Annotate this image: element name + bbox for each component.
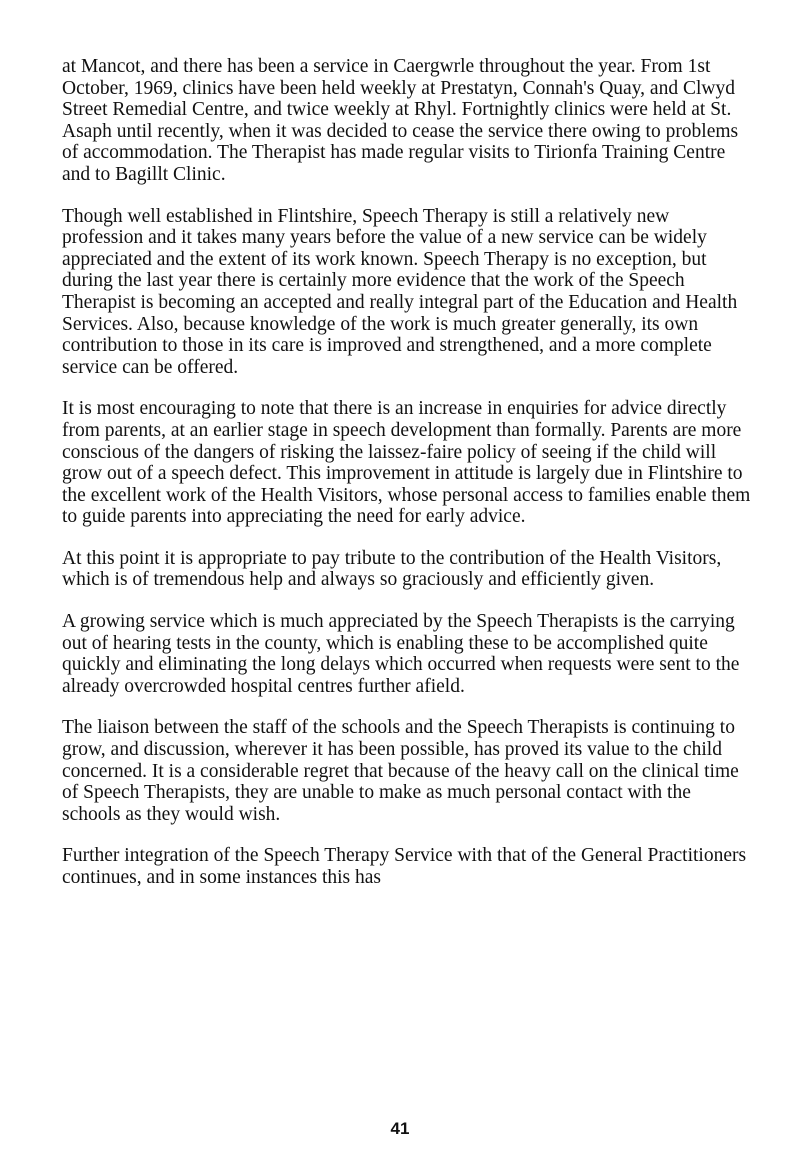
page-number: 41 — [390, 1119, 410, 1138]
paragraph-general-practitioners: Further integration of the Speech Therapy Service with that of the General Practitioners continues, and in some instances this has — [62, 845, 747, 888]
paragraph-schools-liaison: The liaison between the staff of the schools and the Speech Therapists is continuing to grow, and discussion, wherever it has been possible, has proved its value to the child concerned. It is a considerable regret that because of the heavy call on the clinical time of Speech Therapists, they are unable to make as much personal contact with the schools as they would wish. — [62, 717, 739, 825]
body-text — [62, 56, 752, 909]
paragraph-parent-enquiries: It is most encouraging to note that there is an increase in enquiries for advice directly from parents, at an earlier stage in speech development than formally. Parents are more conscious of the dangers of risking the laissez-faire policy of seeing if the child will grow out of a speech defect. This improvement in attitude is largely due in Flintshire to the excellent work of the Health Visitors, whose personal access to families enable them to guide parents into appreciating the need for early advice. — [62, 398, 751, 528]
paragraph-speech-therapy-recognition: Though well established in Flintshire, Speech Therapy is still a relatively new profession and it takes many years before the value of a new service can be widely appreciated and the extent of its work known. Speech Therapy is no exception, but during the last year there is certainly more evidence that the work of the Speech Therapist is becoming an accepted and really integral part of the Education and Health Services. Also, because knowledge of the work is much greater generally, its own contribution to those in its care is improved and strengthened, and a more complete service can be offered. — [62, 205, 738, 378]
paragraph-clinic-locations: at Mancot, and there has been a service in Caergwrle throughout the year. From 1st October, 1969, clinics have been held weekly at Prestatyn, Connah's Quay, and Clwyd Street Remedial Centre, and twice weekly at Rhyl. Fortnightly clinics were held at St. Asaph until recently, when it was decided to cease the service there owing to problems of accommodation. The Therapist has made regular visits to Tirionfa Training Centre and to Bagillt Clinic. — [62, 56, 739, 185]
paragraph-hearing-tests: A growing service which is much appreciated by the Speech Therapists is the carrying out of hearing tests in the county, which is enabling these to be accomplished quite quickly and eliminating the long delays which occurred when requests were sent to the already overcrowded hospital centres further afield. — [62, 611, 740, 697]
paragraph-health-visitors-tribute: At this point it is appropriate to pay tribute to the contribution of the Health Visitors, which is of tremendous help and always so graciously and efficiently given. — [62, 547, 722, 591]
